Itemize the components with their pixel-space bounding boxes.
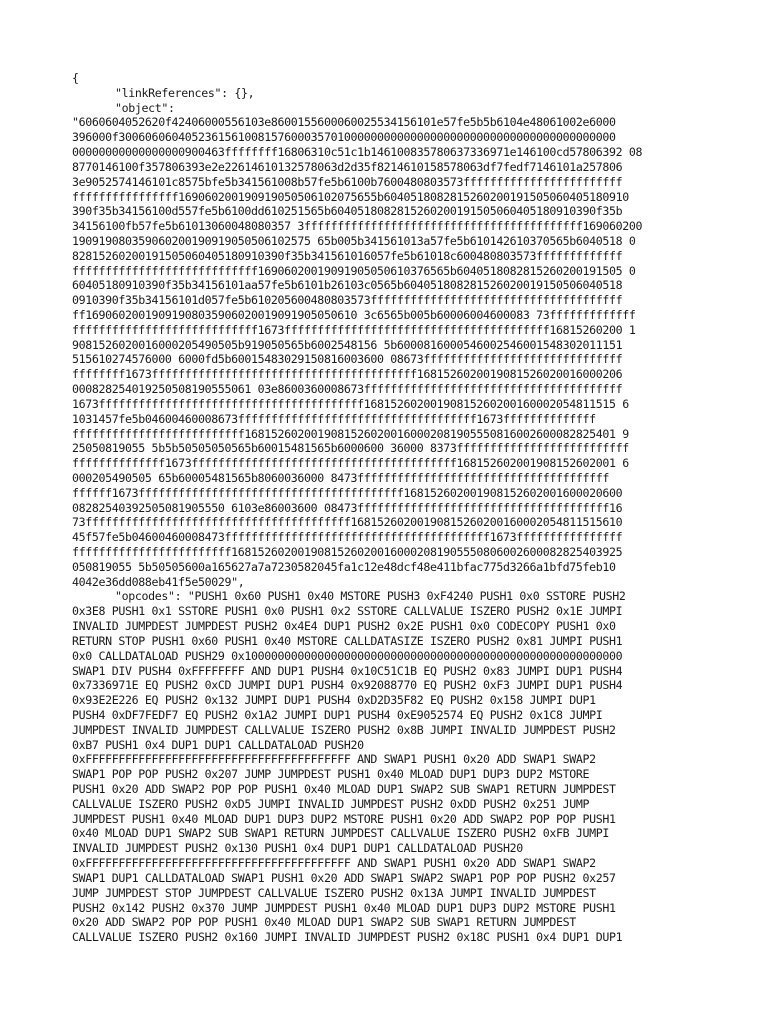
json-document <box>72 71 712 945</box>
object-bytecode-line: 08282540392505081905550 6103e86003600 08473ffffffffffffffffffffffffffffffffffffff16 <box>72 500 623 515</box>
object-bytecode-line: 396000f300606060405236156100815760003570100000000000000000000000000000000000000000 <box>72 130 616 145</box>
object-bytecode-line: 515610274576000 6000fd5b60015483029150816003600 08673ffffffffffffffffffffffffffffff <box>72 352 623 367</box>
object-bytecode-line: ffffffffffffffffffffffff16815260200190815260200160002081905550806002600082825403925 <box>72 545 623 559</box>
opcodes-line: SWAP1 DIV PUSH4 0xFFFFFFFF AND DUP1 PUSH4 0x10C51C1B EQ PUSH2 0x83 JUMPI DUP1 PUSH4 <box>72 663 623 678</box>
opcodes-line: CALLVALUE ISZERO PUSH2 0x160 JUMPI INVALID JUMPDEST PUSH2 0x18C PUSH1 0x4 DUP1 DUP1 <box>72 930 623 945</box>
opcodes-line: JUMPDEST PUSH1 0x40 MLOAD DUP1 DUP3 DUP2 MSTORE PUSH1 0x20 ADD SWAP2 POP POP PUSH1 <box>72 811 616 826</box>
opcodes-line: 0x93E2E226 EQ PUSH2 0x132 JUMPI DUP1 PUSH4 0xD2D35F82 EQ PUSH2 0x158 JUMPI DUP1 <box>72 693 596 708</box>
opcodes-line: RETURN STOP PUSH1 0x60 PUSH1 0x40 MSTORE CALLDATASIZE ISZERO PUSH2 0x81 JUMPI PUSH1 <box>72 633 623 648</box>
object-bytecode-line: ffffffff1673ffffffffffffffffffffffffffffffffffffffff1681526020019081526020016000206 <box>72 367 623 382</box>
object-bytecode-line: 9081526020016000205490505b919050565b6002548156 5b6000816000546002546001548302011151 <box>72 337 623 352</box>
opcodes-line: 0xB7 PUSH1 0x4 DUP1 DUP1 CALLDATALOAD PUSH20 <box>72 737 364 752</box>
opcodes-line: 0xFFFFFFFFFFFFFFFFFFFFFFFFFFFFFFFFFFFFFFFF AND SWAP1 PUSH1 0x20 ADD SWAP1 SWAP2 <box>72 752 596 767</box>
opcodes-line: "opcodes": "PUSH1 0x60 PUSH1 0x40 MSTORE PUSH3 0xF4240 PUSH1 0x0 SSTORE PUSH2 <box>115 589 626 604</box>
object-bytecode-line: 1031457fe5b04600460008673ffffffffffffffffffffffffffffffffffff1673ffffffffffffff <box>72 411 596 426</box>
opcodes-line: 0x40 MLOAD DUP1 SWAP2 SUB SWAP1 RETURN JUMPDEST CALLVALUE ISZERO PUSH2 0xFB JUMPI <box>72 826 610 841</box>
opcodes-block <box>72 589 712 945</box>
object-bytecode-line: 25050819055 5b5b50505050565b60015481565b6000600 36000 8373ffffffffffffffffffffffffff <box>72 441 629 456</box>
object-bytecode-line: 000828254019250508190555061 03e8600360008673fffffffffffffffffffffffffffffffffffffff <box>72 382 623 397</box>
object-bytecode-line: 45f57fe5b04600460008473ffffffffffffffffffffffffffffffffffffffff1673ffffffffffffffff <box>72 530 623 545</box>
object-bytecode-line: 390f35b34156100d557fe5b6100dd610251565b6040518082815260200191505060405180910390f35b <box>72 204 623 219</box>
object-bytecode-line: 4042e36dd088eb41f5e50029", <box>72 574 245 589</box>
opcodes-line: CALLVALUE ISZERO PUSH2 0xD5 JUMPI INVALID JUMPDEST PUSH2 0xDD PUSH2 0x251 JUMP <box>72 796 590 811</box>
object-bytecode-line: ff16906020019091908035906020019091905050610 3c6565b005b60006004600083 73fffffffffffff <box>72 308 636 322</box>
object-bytecode-line: 34156100fb57fe5b61013060048080357 3ffffffffffffffffffffffffffffffffffffffffff169060200 <box>72 219 643 234</box>
object-bytecode-line: ffffffffffffffffffffffffff16815260200190815260200160002081905550816002600082825401 9 <box>72 426 629 441</box>
open-brace: { <box>72 71 79 85</box>
opcodes-line: 0x0 CALLDATALOAD PUSH29 0x100000000000000000000000000000000000000000000000000000000 <box>72 648 623 663</box>
opcodes-line: PUSH1 0x20 ADD SWAP2 POP POP PUSH1 0x40 MLOAD DUP1 SWAP2 SUB SWAP1 RETURN JUMPDEST <box>72 782 616 796</box>
object-bytecode-line: 82815260200191505060405180910390f35b341561016057fe5b61018c600480803573fffffffffffff <box>72 248 623 263</box>
link-references-line: "linkReferences": {}, <box>115 85 255 100</box>
opcodes-line: 0x7336971E EQ PUSH2 0xCD JUMPI DUP1 PUSH4 0x92088770 EQ PUSH2 0xF3 JUMPI DUP1 PUSH4 <box>72 678 623 693</box>
object-bytecode-line: 1673ffffffffffffffffffffffffffffffffffffffff16815260200190815260200160002054811515 6 <box>72 396 629 411</box>
object-bytecode-line: 000205490505 65b60005481565b8060036000 8473ffffffffffffffffffffffffffffffffffffff <box>72 470 610 485</box>
object-bytecode-line: 190919080359060200190919050506102575 65b005b341561013a57fe5b610142610370565b6040518 0 <box>72 233 636 248</box>
opcodes-line: PUSH4 0xDF7FEDF7 EQ PUSH2 0x1A2 JUMPI DUP1 PUSH4 0xE9052574 EQ PUSH2 0x1C8 JUMPI <box>72 707 603 722</box>
object-key-line: "object": <box>115 100 175 115</box>
object-bytecode-line: 8770146100f357806393e2e22614610132578063d2d35f8214610158578063df7fedf7146101a257806 <box>72 159 623 174</box>
object-bytecode-line: ffffffffffffffff169060200190919050506102075655b6040518082815260200191505060405180910 <box>72 189 629 204</box>
object-bytecode-line: ffffffffffffffffffffffffffff1673ffffffffffffffffffffffffffffffffffffffff16815260200 1 <box>72 322 636 337</box>
opcodes-line: SWAP1 POP POP PUSH2 0x207 JUMP JUMPDEST PUSH1 0x40 MLOAD DUP1 DUP3 DUP2 MSTORE <box>72 767 590 782</box>
object-bytecode-line: 3e9052574146101c8575bfe5b341561008b57fe5b6100b7600480803573ffffffffffffffffffffffff <box>72 174 623 189</box>
object-bytecode-line: 73ffffffffffffffffffffffffffffffffffffffff16815260200190815260200160002054811515610 <box>72 515 623 530</box>
opcodes-line: PUSH2 0x142 PUSH2 0x370 JUMP JUMPDEST PUSH1 0x40 MLOAD DUP1 DUP3 DUP2 MSTORE PUSH1 <box>72 900 616 915</box>
object-bytecode-line: "6060604052620f42406000556103e8600155600060025534156101e57fe5b5b6104e48061002e6000 <box>72 115 616 130</box>
object-bytecode-line: 0910390f35b34156101d057fe5b610205600480803573ffffffffffffffffffffffffffffffffffffff <box>72 293 623 308</box>
object-bytecode-line: ffffffffffffff1673ffffffffffffffffffffffffffffffffffffffff168152602001908152602001 6 <box>72 456 629 471</box>
object-bytecode-line: 050819055 5b50505600a165627a7a7230582045fa1c12e48dcf48e411bfac775d3266a1bfd75feb10 <box>72 559 616 574</box>
object-bytecode-line: ffffff1673ffffffffffffffffffffffffffffffffffffffff168152602001908152602001600020600 <box>72 485 623 500</box>
object-bytecode-line: 60405180910390f35b34156101aa57fe5b6101b26103c0565b604051808281526020019150506040518 <box>72 278 623 293</box>
opcodes-line: 0x20 ADD SWAP2 POP POP PUSH1 0x40 MLOAD DUP1 SWAP2 SUB SWAP1 RETURN JUMPDEST <box>72 915 576 930</box>
object-bytecode-block <box>72 115 712 589</box>
opcodes-line: 0x3E8 PUSH1 0x1 SSTORE PUSH1 0x0 PUSH1 0x2 SSTORE CALLVALUE ISZERO PUSH2 0x1E JUMPI <box>72 604 623 619</box>
opcodes-line: JUMPDEST INVALID JUMPDEST CALLVALUE ISZERO PUSH2 0x8B JUMPI INVALID JUMPDEST PUSH2 <box>72 722 616 737</box>
opcodes-line: INVALID JUMPDEST PUSH2 0x130 PUSH1 0x4 DUP1 DUP1 CALLDATALOAD PUSH20 <box>72 841 523 856</box>
opcodes-line: 0xFFFFFFFFFFFFFFFFFFFFFFFFFFFFFFFFFFFFFFFF AND SWAP1 PUSH1 0x20 ADD SWAP1 SWAP2 <box>72 856 596 871</box>
opcodes-line: SWAP1 DUP1 CALLDATALOAD SWAP1 PUSH1 0x20 ADD SWAP1 SWAP2 SWAP1 POP POP PUSH2 0x257 <box>72 870 616 885</box>
opcodes-line: INVALID JUMPDEST JUMPDEST PUSH2 0x4E4 DUP1 PUSH2 0x2E PUSH1 0x0 CODECOPY PUSH1 0x0 <box>72 619 616 634</box>
opcodes-line: JUMP JUMPDEST STOP JUMPDEST CALLVALUE ISZERO PUSH2 0x13A JUMPI INVALID JUMPDEST <box>72 885 596 900</box>
object-bytecode-line: ffffffffffffffffffffffffffff16906020019091905050610376565b6040518082815260200191505 0 <box>72 263 636 278</box>
object-bytecode-line: 00000000000000000900463ffffffff16806310c51c1b146100835780637336971e146100cd57806392 08 <box>72 145 643 160</box>
